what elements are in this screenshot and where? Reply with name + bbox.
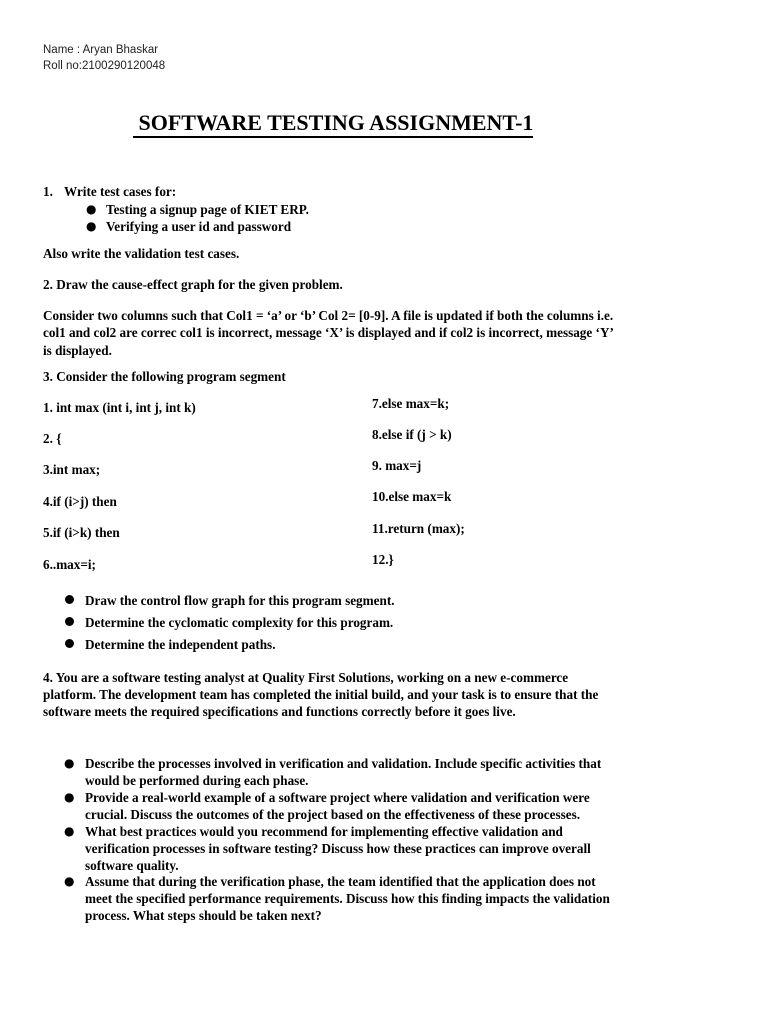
q4-bullet-1-line: Describe the processes involved in verification and validation. Include specific activities that [85, 756, 602, 771]
q3-bullet-1: Draw the control flow graph for this program segment. [85, 593, 395, 608]
code-line: 7.else max=k; [372, 396, 450, 411]
q4-bullet-4-line: process. What steps should be taken next? [85, 908, 322, 923]
q3-heading: 3. Consider the following program segment [43, 369, 286, 384]
q4-bullet-4-line: Assume that during the verification phase, the team identified that the application does not [85, 874, 596, 889]
q3-bullet-3: Determine the independent paths. [85, 637, 276, 652]
q4-bullet-4-line: meet the specified performance requirements. Discuss how this finding impacts the validation [85, 891, 610, 906]
code-line: 3.int max; [43, 462, 101, 477]
q1-bullet-1: Testing a signup page of KIET ERP. [106, 202, 309, 217]
roll-number: Roll no:2100290120048 [43, 60, 166, 72]
q2-problem-line-1: Consider two columns such that Col1 = ‘a’ or ‘b’ Col 2= [0-9]. A file is updated if both the columns i.e. [43, 308, 614, 323]
bullet-icon: ● [64, 874, 75, 888]
bullet-icon: ● [64, 756, 75, 770]
q1-number: 1. [43, 184, 53, 199]
bullet-icon [65, 595, 74, 604]
code-line: 4.if (i>j) then [43, 494, 117, 509]
page-title-text: SOFTWARE TESTING ASSIGNMENT-1 [138, 110, 534, 135]
q1-heading: Write test cases for: [64, 184, 177, 199]
q4-bullet-3-line: verification processes in software testing? Discuss how these practices can improve overall [85, 841, 591, 856]
q4-intro-line-2: platform. The development team has completed the initial build, and your task is to ensure that the [43, 687, 599, 702]
q2-problem-line-2: col1 and col2 are correc col1 is incorrect, message ‘X’ is displayed and if col2 is incorrect, message ‘Y’ [43, 325, 614, 340]
code-line: 6..max=i; [43, 557, 96, 572]
bullet-icon [65, 639, 74, 648]
code-line: 11.return (max); [372, 521, 465, 536]
q4-bullet-3-line: software quality. [85, 858, 179, 873]
bullet-icon: ● [86, 219, 97, 233]
q4-bullet-2-line: Provide a real-world example of a software project where validation and verification were [85, 790, 590, 805]
q4-intro-line-1: 4. You are a software testing analyst at Quality First Solutions, working on a new e-commerce [43, 670, 569, 685]
q4-bullet-1-line: would be performed during each phase. [85, 773, 309, 788]
q2-heading: 2. Draw the cause-effect graph for the given problem. [43, 277, 343, 292]
code-line: 5.if (i>k) then [43, 525, 120, 540]
q4-intro-line-3: software meets the required specifications and functions correctly before it goes live. [43, 704, 516, 719]
code-line: 8.else if (j > k) [372, 427, 452, 442]
bullet-icon: ● [86, 202, 97, 216]
bullet-icon [65, 617, 74, 626]
q3-bullet-2: Determine the cyclomatic complexity for this program. [85, 615, 394, 630]
code-line: 12.} [372, 552, 394, 567]
code-line: 2. { [43, 431, 62, 446]
q4-bullet-3-line: What best practices would you recommend for implementing effective validation and [85, 824, 563, 839]
code-line: 1. int max (int i, int j, int k) [43, 400, 196, 415]
q1-bullet-2: Verifying a user id and password [106, 219, 292, 234]
page-title [133, 110, 533, 136]
code-line: 10.else max=k [372, 489, 452, 504]
bullet-icon: ● [64, 824, 75, 838]
q4-bullet-2-line: crucial. Discuss the outcomes of the project based on the effectiveness of these processes. [85, 807, 581, 822]
code-line: 9. max=j [372, 458, 422, 473]
student-name: Name : Aryan Bhaskar [43, 44, 159, 56]
q1-validation: Also write the validation test cases. [43, 246, 240, 261]
bullet-icon: ● [64, 790, 75, 804]
q2-problem-line-3: is displayed. [43, 343, 112, 358]
